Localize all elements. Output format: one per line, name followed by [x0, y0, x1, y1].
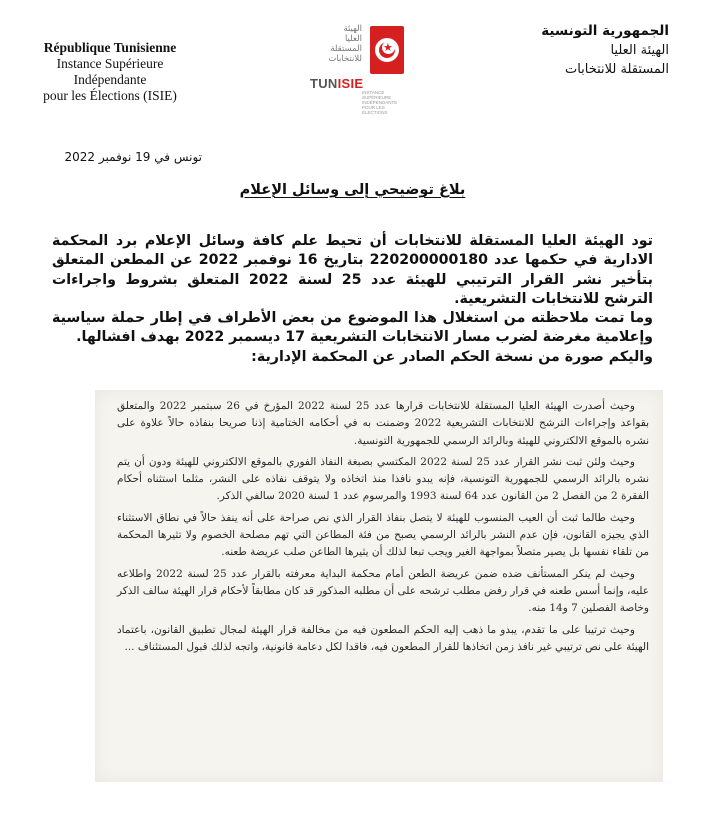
logo-french-line3: POUR LES ÉLECTIONS — [362, 105, 388, 115]
logo-arabic-line2: العليا — [344, 34, 362, 44]
flag-star-icon: ★ — [383, 41, 393, 54]
header-french — [20, 40, 200, 104]
header-french-line1: République Tunisienne — [43, 40, 177, 55]
logo-brand — [310, 76, 363, 91]
header-arabic-line2: الهيئة العليا — [610, 43, 669, 58]
document-title-text: بلاغ توضيحي إلى وسائل الإعلام — [239, 182, 466, 198]
header-arabic — [489, 22, 669, 79]
flag-disc — [375, 38, 399, 62]
logo-french-text — [362, 90, 410, 115]
body-paragraph-3: واليكم صورة من نسخة الحكم الصادر عن المحكمة الإدارية: — [251, 348, 653, 365]
scan-paragraph-5: وحيث ترتيبا على ما تقدم، يبدو ما ذهب إليه الحكم المطعون فيه من مخالفة قرار الهيئة لمجال تطبيق القانون، باعتماد الهيئة على نص ترتيبي غير نافذ زمن اتخاذها للقرار المطعون فيه، فاقدا لكل دعامة قانونية، واتجه لذلك قبول المستئناف ... — [117, 623, 649, 653]
body-paragraph-1: تود الهيئة العليا المستقلة للانتخابات أن تحيط علم كافة وسائل الإعلام برد المحكمة الادارية في حكمها عدد 220200000180 بتاريخ 16 نوفمبر 2022 عن المطعن المتعلق بتأخير نشر القرار الترتيبي للهيئة عدد 25 لسنة 2022 المتعلق بشروط واجراءات الترشح للانتخابات التشريعية. — [52, 233, 654, 307]
body-paragraph-2: وما تمت ملاحظته من استغلال هذا الموضوع من بعض الأطراف في إطار حملة سياسية وإعلامية مغرضة لضرب مسار الانتخابات التشريعية 17 ديسمبر 2022 بهدف افشالها. — [52, 310, 653, 346]
header-french-line3: Indépendante — [73, 72, 147, 87]
logo-arabic-line1: الهيئة — [343, 24, 362, 34]
document-date: تونس في 19 نوفمبر 2022 — [64, 150, 202, 164]
scan-paragraph-4: وحيث لم ينكر المستأنف ضده ضمن عريضة الطعن أمام محكمة البداية معرفته بالقرار عدد 25 لسنة 2022 واطلاعه عليه، وإنما أسس طعنه في قرار رفض مطلب ترشحه على أن مطلبه المذكور قد كان مطابقاً لأحكام قرار الهيئة سالف الذكر وخاصة الفصلين 7 و14 منه. — [117, 567, 649, 615]
document-title — [0, 182, 705, 198]
logo-arabic-line3: المستقلة — [330, 44, 362, 54]
logo-arabic-text — [302, 24, 362, 64]
court-ruling-scan — [95, 390, 663, 782]
isie-logo — [300, 22, 410, 115]
scan-paragraph-1: وحيث أصدرت الهيئة العليا المستقلة للانتخابات قرارها عدد 25 لسنة 2022 المؤرخ في 26 سبتمبر 2022 والمتعلق بقواعد وإجراءات الترشح للانتخابات التشريعية 2022 وضمنت به في أحكامه الختامية إذنا صريحا بنفاذه حالاً علاوة على نشره بالموقع الالكتروني للهيئة وبالرائد الرسمي للجمهورية التونسية. — [117, 400, 649, 447]
logo-brand-tun: TUN — [310, 76, 338, 91]
scan-paragraph-2: وحيث ولئن ثبت نشر القرار عدد 25 لسنة 2022 المكتسي بصبغة النفاذ الفوري بالموقع الالكتروني للهيئة ودون أن يتم نشره بالرائد الرسمي للجمهورية التونسية، فإنه يبدو نافذا منذ اتخاذه ولا يتوقف نفاذه على النشر، مثلما استثناه أحكام الفقرة 2 من الفصل 2 من القانون عدد 64 لسنة 1993 والمرسوم عدد 1 لسنة 2020 سالفي الذكر. — [117, 455, 649, 503]
header-french-line2: Instance Supérieure — [56, 56, 164, 71]
logo-brand-isie: ISIE — [337, 76, 364, 91]
logo-french-line1: INSTANCE SUPÉRIEURE — [362, 90, 392, 100]
document-body — [52, 232, 653, 367]
header-arabic-line1: الجمهورية التونسية — [541, 23, 669, 39]
header-arabic-line3: المستقلة للانتخابات — [564, 62, 669, 77]
scan-paragraph-3: وحيث طالما ثبت أن العيب المنسوب للهيئة لا يتصل بنفاذ القرار الذي نص صراحة على أنه ينفذ حالاً في نطاق الاستثناء الذي يجيزه القانون، فإن عدم النشر بالرائد الرسمي يصبح من فئة المطاعن التي تهم مصلحة الخصوم ولا تثيرها المحكمة من تلقاء نفسها بل يصير متصلاً بمواجهة الغير ويجب تبعا لذلك أن يثيرها الطاعن صلب عريضة طعنه. — [117, 511, 649, 559]
header-french-line4: pour les Élections (ISIE) — [43, 88, 177, 103]
logo-french-line2: INDÉPENDANTE — [362, 100, 398, 105]
tunisian-flag-icon — [370, 26, 404, 74]
logo-arabic-line4: للانتخابات — [328, 54, 362, 64]
